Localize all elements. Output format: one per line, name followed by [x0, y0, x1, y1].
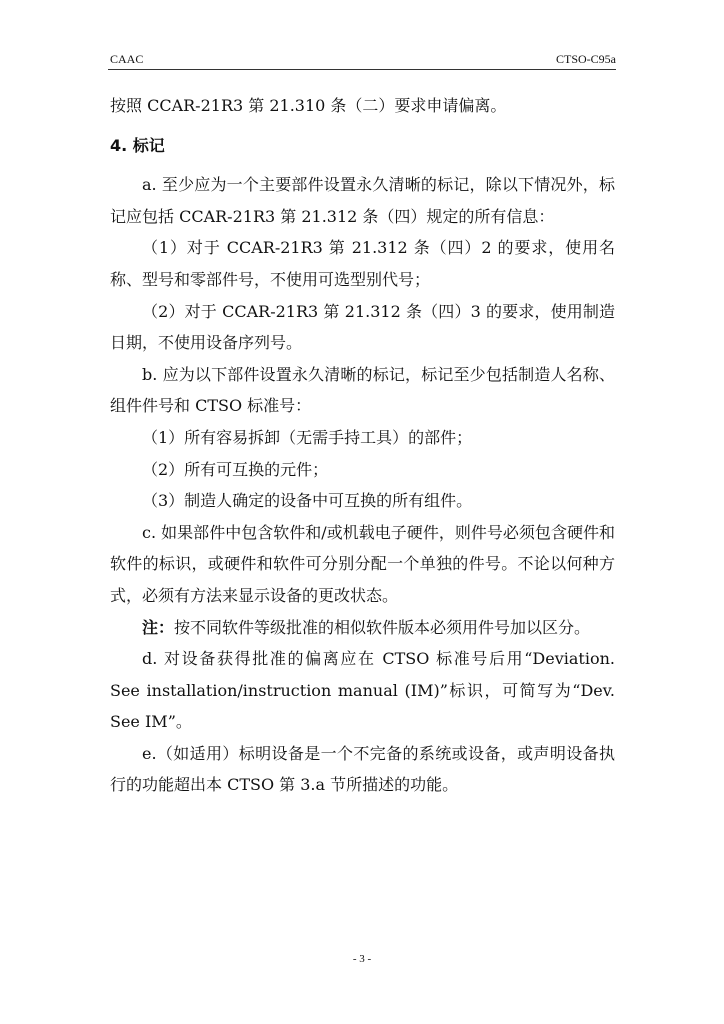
paragraph-note	[110, 612, 615, 644]
note-label: 注：	[142, 617, 175, 637]
paragraph-b-2: （2）所有可互换的元件；	[142, 459, 329, 479]
paragraph-e: e.（如适用）标明设备是一个不完备的系统或设备，或声明设备执行的功能超出本 CTSO 第 3.a 节所描述的功能。	[110, 743, 615, 795]
paragraph-a: a. 至少应为一个主要部件设置永久清晰的标记，除以下情况外，标记应包括 CCAR-21R3 第 21.312 条（四）规定的所有信息：	[110, 175, 615, 226]
paragraph-c: c. 如果部件中包含软件和/或机载电子硬件，则件号必须包含硬件和软件的标识，或硬件和软件可分别分配一个单独的件号。不论以何种方式，必须有方法来显示设备的更改状态。	[110, 522, 615, 605]
note-text: 按不同软件等级批准的相似软件版本必须用件号加以区分。	[174, 617, 591, 637]
paragraph-b-3: （3）制造人确定的设备中可互换的所有组件。	[142, 491, 473, 511]
paragraph-d: d. 对设备获得批准的偏离应在 CTSO 标准号后用“Deviation. See installation/instruction manual (IM)”标识，可简写为“Dev. See IM”。	[110, 649, 615, 732]
header-org: CAAC	[110, 52, 144, 66]
paragraph-deviation-request: 按照 CCAR-21R3 第 21.310 条（二）要求申请偏离。	[110, 96, 507, 115]
header-divider	[108, 69, 616, 70]
paragraph-a-1: （1）对于 CCAR-21R3 第 21.312 条（四）2 的要求，使用名称、型号和零部件号，不使用可选型别代号；	[110, 238, 615, 289]
paragraph-a-2: （2）对于 CCAR-21R3 第 21.312 条（四）3 的要求，使用制造日期，不使用设备序列号。	[110, 301, 615, 353]
paragraph-b: b. 应为以下部件设置永久清晰的标记，标记至少包括制造人名称、组件件号和 CTSO 标准号：	[110, 364, 615, 416]
document-body	[110, 90, 615, 801]
paragraph-b-1: （1）所有容易拆卸（无需手持工具）的部件；	[142, 427, 473, 447]
page-number: - 3 -	[352, 953, 372, 965]
header-doc-id: CTSO-C95a	[556, 52, 616, 66]
section-heading-marking: 4. 标记	[110, 135, 165, 155]
